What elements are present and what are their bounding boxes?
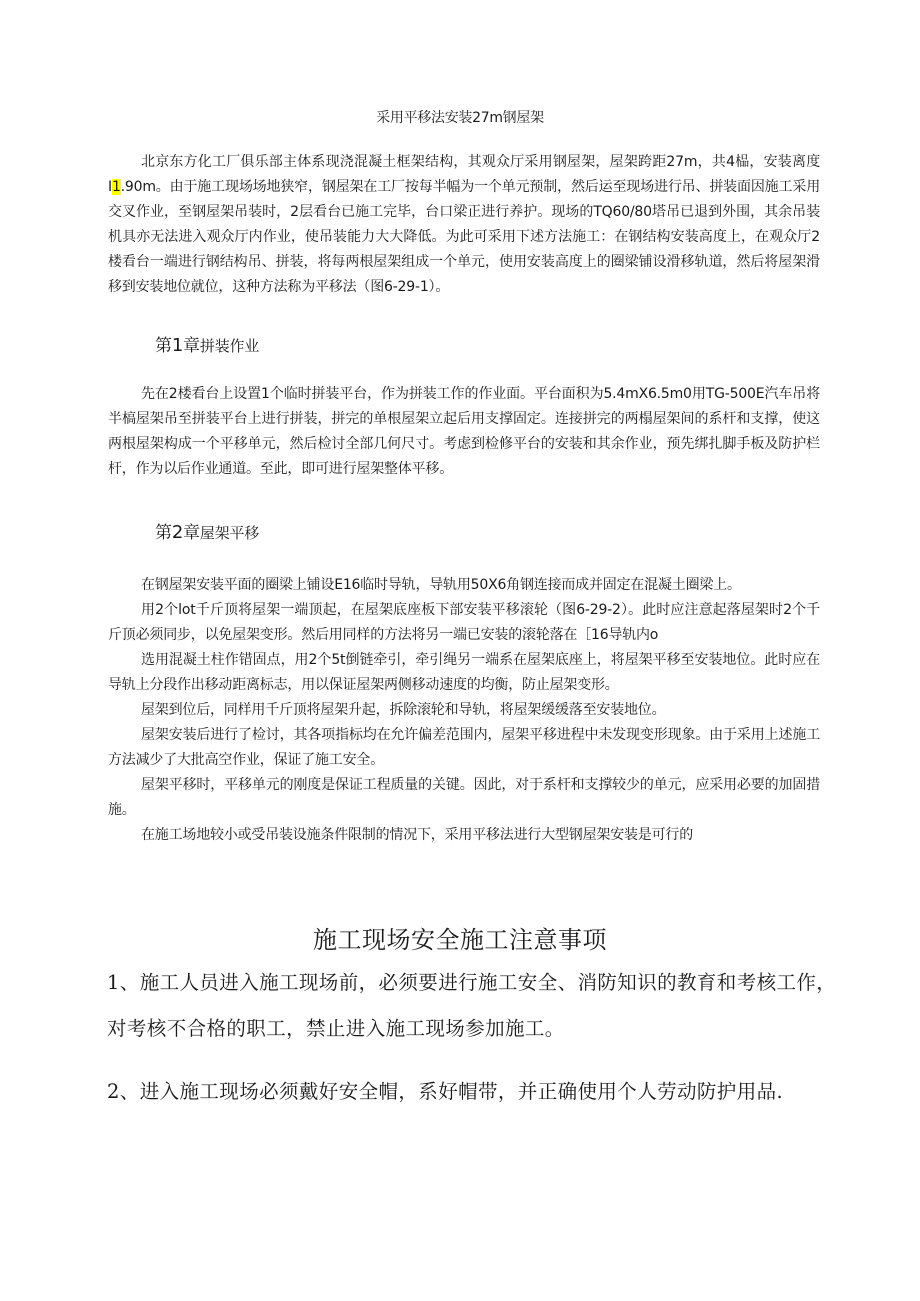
chapter-2-number: 2 [171,522,184,543]
safety-item: 1、施工人员进入施工现场前，必须要进行施工安全、消防知识的教育和考核工作，对考核不合格的职工，禁止进入施工现场参加施工。 [107,971,837,1040]
intro-text-2: .90m。由于施工现场场地狭窄，钢屋架在工厂按每半幅为一个单元预制，然后运至现场进行吊、拼装面因施工采用交叉作业，至钢屋架吊装时，2层看台已施工完毕，台口梁正进行养护。现场的TQ60/80塔吊已退到外围，其余吊装机具亦无法进入观众厅内作业，使吊装能力大大降低。为此可采用下述方法施工：在钢结构安装高度上，在观众厅2楼看台一端进行钢结构吊、拼装，将每两根屋架组成一个单元，使用安装高度上的圈梁铺设滑移轨道，然后将屋架滑移到安装地位就位，这种方法称为平移法（图6-29-1）。 [108,179,820,295]
chapter-2-paragraph: 用2个lot千斤顶将屋架一端顶起，在屋架底座板下部安装平移滚轮（图6-29-2）。此时应注意起落屋架时2个千斤顶必须同步，以免屋架变形。然后用同样的方法将另一端已安装的滚轮落在［16导轨内o [108,602,820,643]
safety-item: 2、进入施工现场必须戴好安全帽，系好帽带，并正确使用个人劳动防护用品. [107,1080,784,1103]
intro-highlight: 1 [111,179,121,195]
chapter-2-paragraph: 屋架到位后，同样用千斤顶将屋架升起，拆除滚轮和导轨，将屋架缓缓落至安装地位。 [141,702,666,718]
chapter-2-body [108,573,820,848]
chapter-2-paragraph: 在施工场地较小或受吊装设施条件限制的情况下，采用平移法进行大型钢屋架安装是可行的 [141,827,693,843]
chapter-1-heading [155,331,259,356]
chapter-2-title: 屋架平移 [199,524,260,542]
chapter-1-prefix: 第 [155,336,172,356]
chapter-1-body: 先在2楼看台上设置1个临时拼装平台，作为拼装工作的作业面。平台面积为5.4mX6.5m0用TG-500E汽车吊将半槁屋架吊至拼装平台上进行拼装，拼完的单根屋架立起后用支撑固定。连接拼完的两榻屋架间的系杆和支撑，使这两根屋架构成一个平移单元，然后检讨全部几何尺寸。考虑到检修平台的安装和其余作业，预先绑扎脚手板及防护栏杆，作为以后作业通道。至此，即可进行屋架整体平移。 [108,386,820,477]
document-title: 采用平移法安装27m钢屋架 [376,110,544,126]
chapter-1-number: 1 [171,335,184,356]
intro-paragraph [108,150,820,300]
chapter-1-title: 拼装作业 [199,337,260,355]
safety-section-title: 施工现场安全施工注意事项 [313,926,607,954]
chapter-1-suffix: 章 [183,336,200,356]
intro-text-1: 北京东方化工厂俱乐部主体系现浇混凝土框架结构，其观众厅采用钢屋架，屋架跨距27m，共4榀，安装离度I [108,154,820,195]
chapter-2-paragraph: 在钢屋架安装平面的圈梁上铺设E16临时导轨，导轨用50X6角钢连接而成并固定在混凝土圈梁上。 [141,577,741,593]
chapter-2-prefix: 第 [155,523,172,543]
chapter-2-paragraph: 选用混凝土柱作错固点，用2个5t倒链牵引，牵引绳另一端系在屋架底座上，将屋架平移至安装地位。此时应在导轨上分段作出移动距离标志，用以保证屋架两侧移动速度的均衡，防止屋架变形。 [108,652,820,693]
chapter-2-heading [155,518,259,543]
chapter-2-paragraph: 屋架平移时，平移单元的刚度是保证工程质量的关键。因此，对于系杆和支撑较少的单元，应采用必要的加固措施。 [108,777,820,818]
chapter-2-suffix: 章 [183,523,200,543]
chapter-2-paragraph: 屋架安装后进行了检讨，其各项指标均在允许偏差范围内，屋架平移进程中未发现变形现象。由于采用上述施工方法减少了大批高空作业，保证了施工安全。 [108,727,820,768]
